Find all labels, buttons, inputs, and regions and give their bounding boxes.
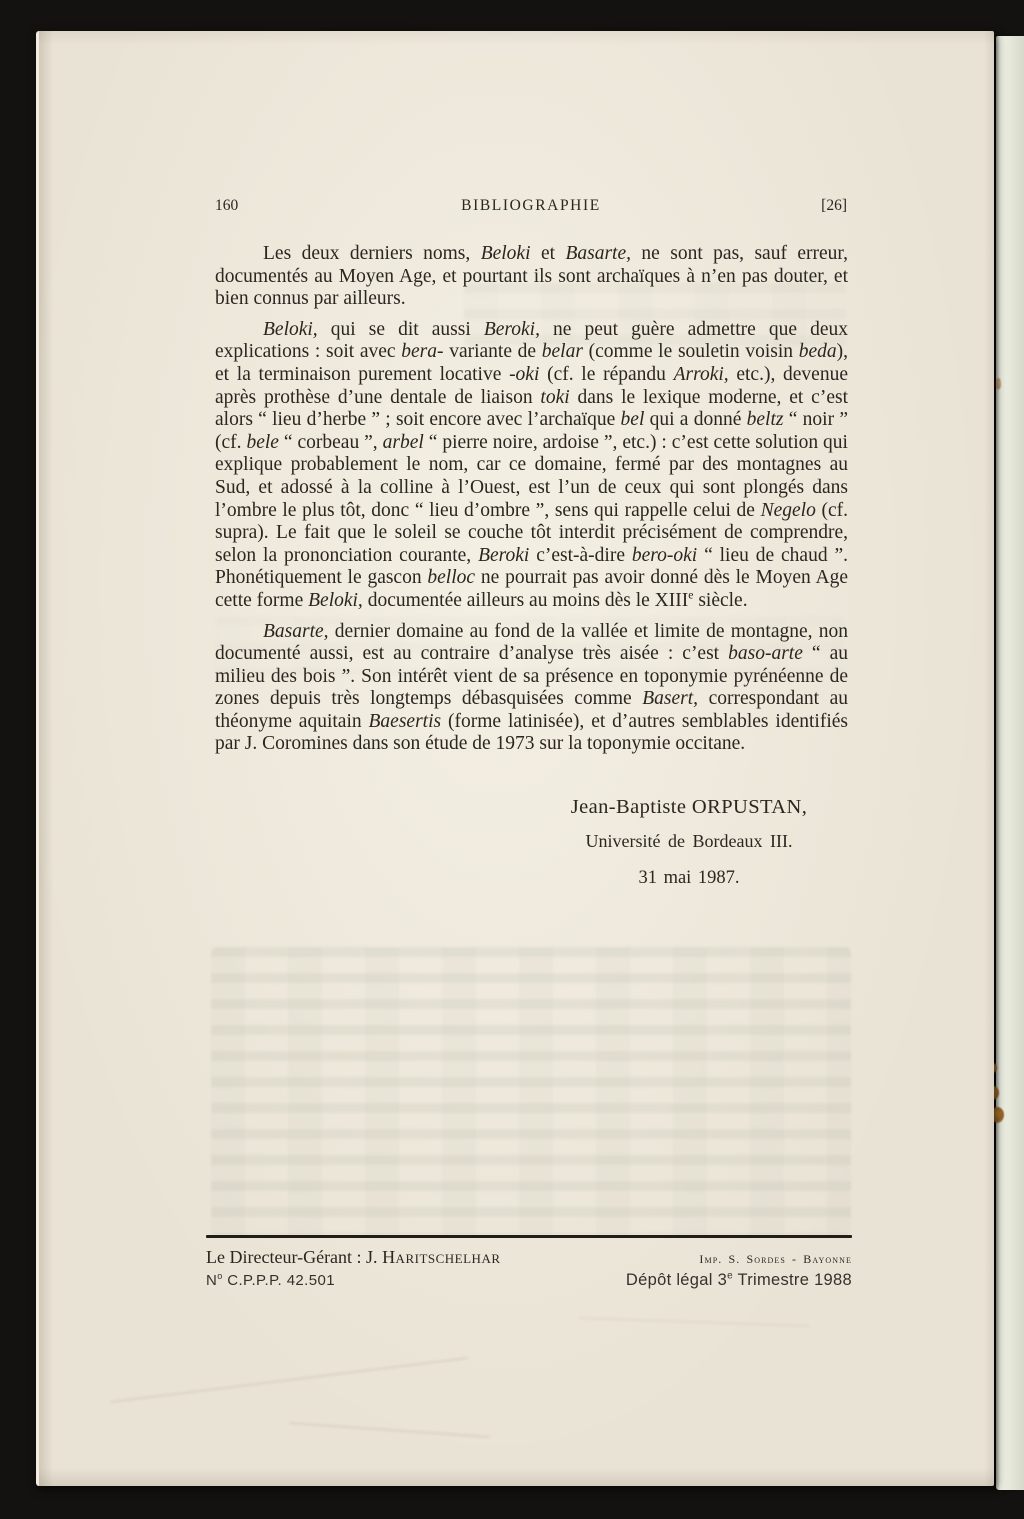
author-name: Jean-Baptiste ORPUSTAN, bbox=[570, 796, 808, 819]
colophon bbox=[206, 1235, 852, 1290]
paper-crease bbox=[289, 1422, 489, 1438]
next-page-edge bbox=[996, 36, 1024, 1490]
paragraph-basarte-analysis: Basarte, dernier domaine au fond de la vallée et limite de montagne, non documenté aussi, est au contraire d’analyse très aisée : c’est baso-arte “ au milieu des bois ”. Son intérêt vient de sa présence en toponymie pyrénéenne de zones depuis très longtemps débasquisées comme Basert, correspondant au théonyme aquitain Baesertis (forme latinisée), et d’autres semblables identifiés par J. Coromines dans son étude de 1973 sur la toponymie occitane. bbox=[215, 620, 848, 755]
page-number: 160 bbox=[215, 197, 239, 214]
author-affiliation: Université de Bordeaux III. bbox=[585, 830, 793, 851]
paragraph-beloki-analysis: Beloki, qui se dit aussi Beroki, ne peut guère admettre que deux explications : soit avec bera- variante de belar (comme le souletin voisin beda), et la terminaison purement locative -oki (cf. le répandu Arroki, etc.), devenue après prothèse d’une dentale de liaison toki dans le lexique moderne, et c’est alors “ lieu d’herbe ” ; soit encore avec l’archaïque bel qui a donné beltz “ noir ” (cf. bele “ corbeau ”, arbel “ pierre noire, ardoise ”, etc.) : c’est cette solution qui explique probablement le nom, car ce domaine, fermé par des montagnes au Sud, et adossé à la colline à l’Ouest, est l’un de ceux qui sont plongés dans l’ombre le plus tôt, donc “ lieu d’ombre ”, sens qui rappelle celui de Negelo (cf. supra). Le fait que le soleil se couche tôt interdit précisément de comprendre, selon la prononciation courante, Beroki c’est-à-dire bero-oki “ lieu de chaud ”. Phonétiquement le gascon belloc ne pourrait pas avoir donné dès le Moyen Age cette forme Beloki, documentée ailleurs au moins dès le XIIIe siècle. bbox=[215, 318, 848, 611]
book-page bbox=[36, 31, 994, 1486]
signature-block bbox=[517, 796, 861, 890]
running-title: BIBLIOGRAPHIE bbox=[461, 197, 601, 214]
printer-imprint: Imp. S. Sordes - Bayonne bbox=[699, 1252, 852, 1266]
foxing-spot bbox=[996, 378, 1001, 390]
body-text bbox=[215, 243, 848, 890]
paper-crease bbox=[110, 1357, 468, 1403]
legal-deposit: Dépôt légal 3e Trimestre 1988 bbox=[625, 1270, 852, 1289]
cppp-registration-number: $N^o$ C.P.P.P. 42.501 bbox=[206, 1271, 335, 1289]
bleed-through-text bbox=[211, 947, 851, 1235]
column-reference: [26] bbox=[821, 197, 847, 214]
signature-date: 31 mai 1987. bbox=[638, 868, 740, 889]
paper-crease bbox=[579, 1317, 809, 1327]
footer-rule bbox=[206, 1235, 852, 1238]
paragraph-beloki-basarte-intro: Les deux derniers noms, Beloki et Basarte, ne sont pas, sauf erreur, documentés au Moyen Age, et pourtant ils sont archaïques à n’en pas douter, et bien connus par ailleurs. bbox=[215, 243, 849, 310]
director-gerant-line: Le Directeur-Gérant : J. Haritschelhar bbox=[206, 1247, 501, 1267]
page-header bbox=[215, 197, 847, 215]
